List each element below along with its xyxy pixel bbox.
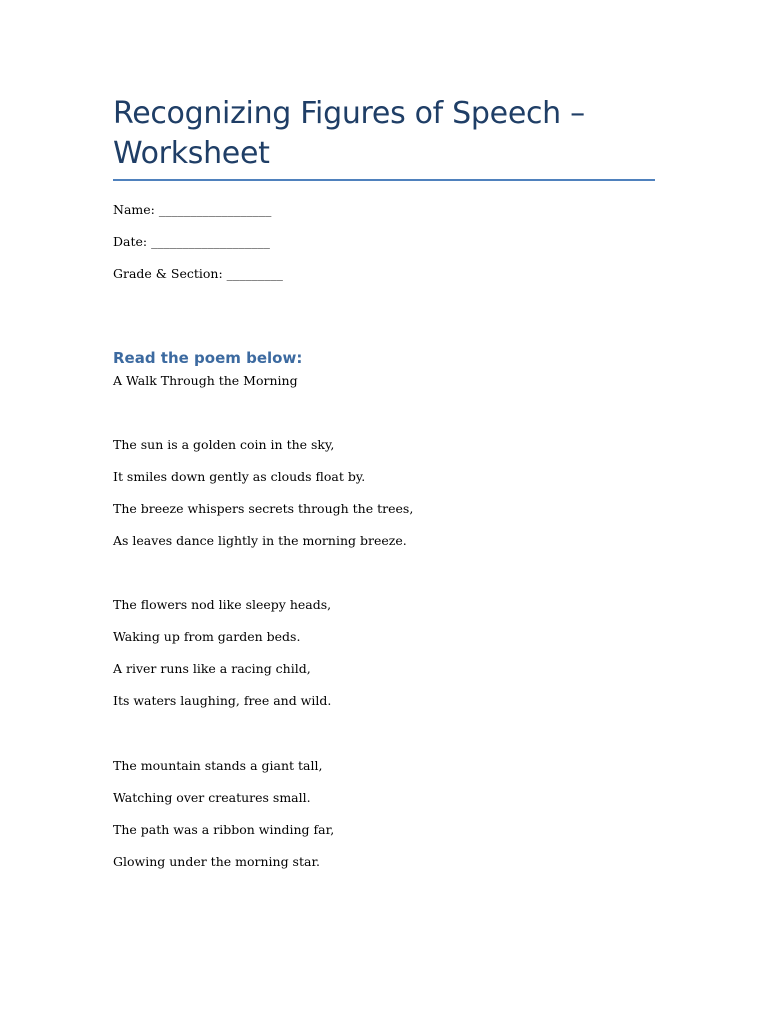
poem-line: As leaves dance lightly in the morning breeze. xyxy=(113,533,407,548)
poem-line: The flowers nod like sleepy heads, xyxy=(113,597,332,612)
name-field: Name: __________________ xyxy=(113,202,272,217)
poem-line: A river runs like a racing child, xyxy=(113,661,311,676)
worksheet-title: Recognizing Figures of Speech – Worksheet xyxy=(113,96,585,171)
poem-line: Glowing under the morning star. xyxy=(113,854,321,869)
poem-line: The breeze whispers secrets through the trees, xyxy=(113,501,414,516)
poem-line: The mountain stands a giant tall, xyxy=(113,758,323,773)
poem-line: Waking up from garden beds. xyxy=(113,629,301,644)
poem-title: A Walk Through the Morning xyxy=(113,373,298,388)
poem-line: Watching over creatures small. xyxy=(113,790,311,805)
section-heading: Read the poem below: xyxy=(113,349,303,367)
title-underline xyxy=(113,179,655,181)
poem-line: Its waters laughing, free and wild. xyxy=(113,693,332,708)
grade-section-field: Grade & Section: _________ xyxy=(113,266,283,281)
poem-line: It smiles down gently as clouds float by. xyxy=(113,469,366,484)
poem-line: The sun is a golden coin in the sky, xyxy=(113,437,335,452)
poem-line: The path was a ribbon winding far, xyxy=(113,822,335,837)
date-field: Date: ___________________ xyxy=(113,234,270,249)
